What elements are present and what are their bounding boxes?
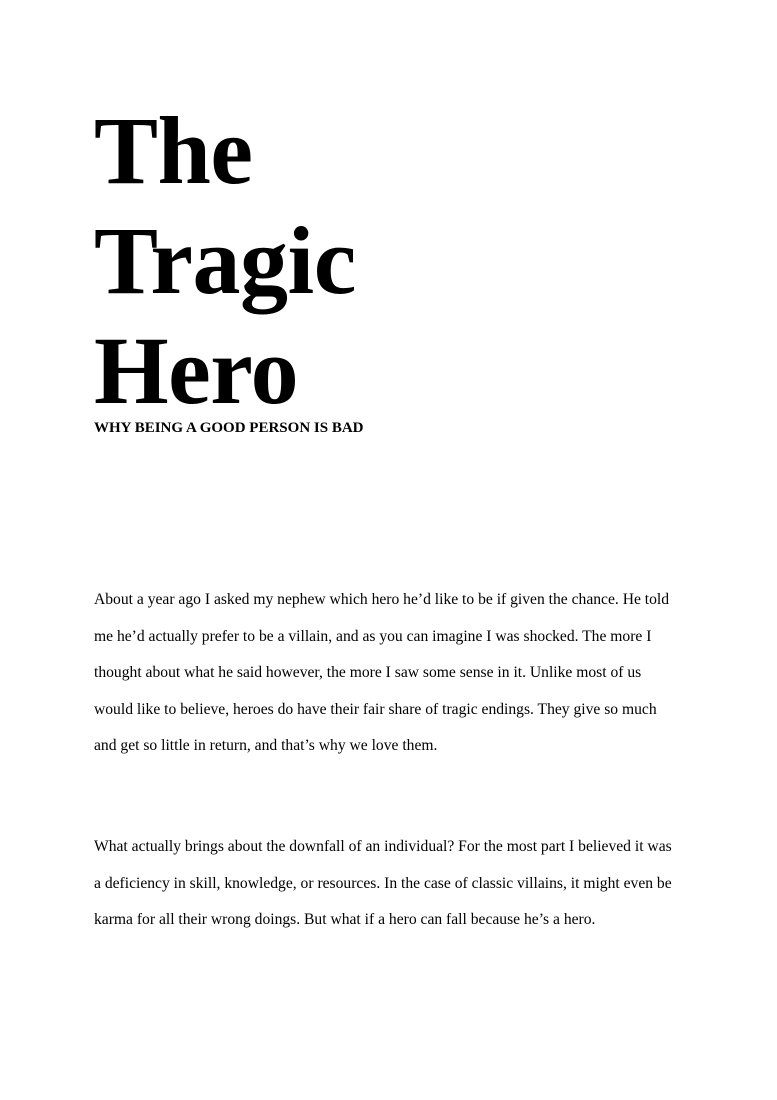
document-subtitle: WHY BEING A GOOD PERSON IS BAD [94, 420, 364, 436]
paragraph-line: would like to believe, heroes do have their fair share of tragic endings. They give so much [94, 700, 657, 718]
title-line: Hero [94, 317, 299, 424]
paragraph-line: karma for all their wrong doings. But what if a hero can fall because he’s a hero. [94, 911, 596, 928]
body-paragraph [94, 582, 694, 765]
paragraph-line: What actually brings about the downfall of an individual? For the most part I believed it was [94, 838, 672, 855]
title-line: The [94, 97, 253, 204]
paragraph-line: a deficiency in skill, knowledge, or resources. In the case of classic villains, it might even be [94, 874, 672, 892]
paragraph-line: thought about what he said however, the more I saw some sense in it. Unlike most of us [94, 664, 642, 681]
paragraph-line: and get so little in return, and that’s why we love them. [94, 737, 438, 754]
document-title [94, 96, 356, 426]
body-paragraph [94, 829, 694, 939]
paragraph-line: me he’d actually prefer to be a villain, and as you can imagine I was shocked. The more I [94, 627, 652, 645]
title-line: Tragic [94, 207, 356, 314]
paragraph-line: About a year ago I asked my nephew which hero he’d like to be if given the chance. He told [94, 591, 670, 608]
